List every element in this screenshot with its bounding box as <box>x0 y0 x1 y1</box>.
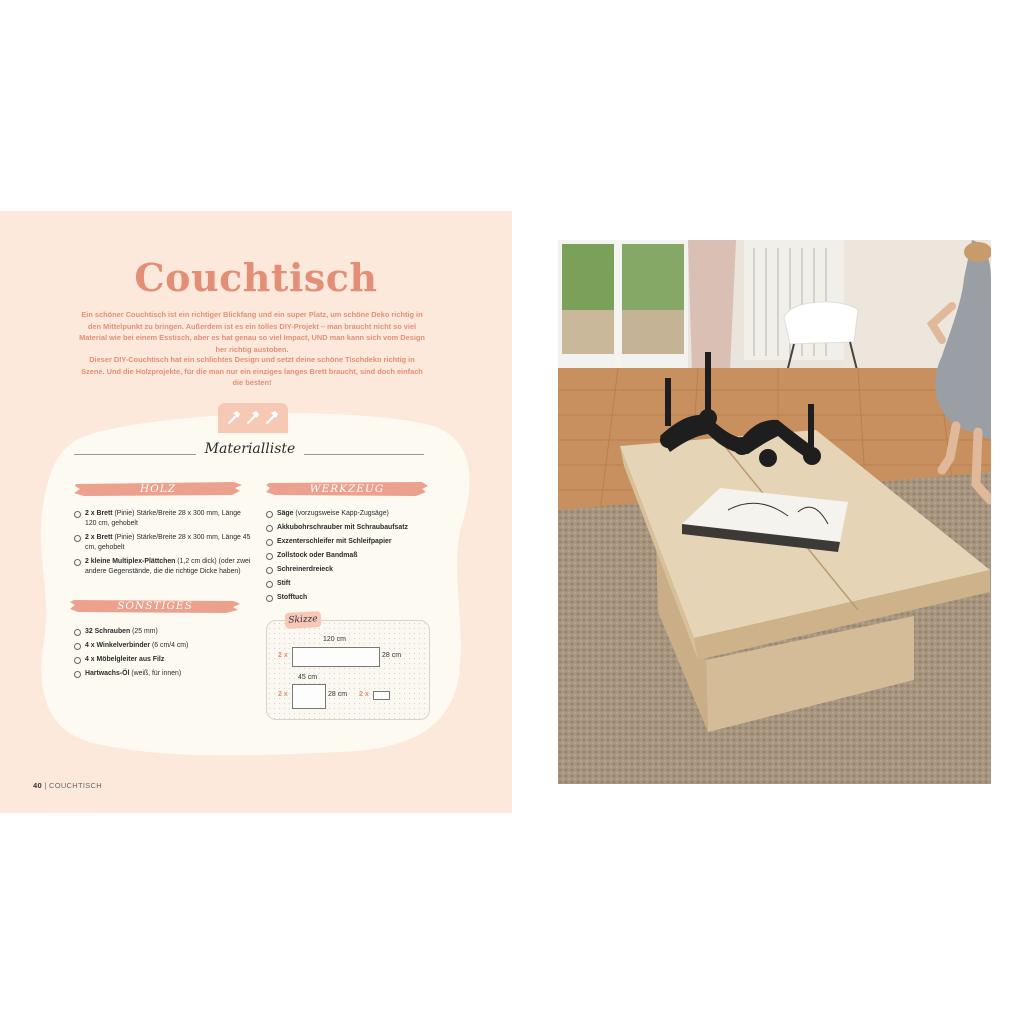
sketch-label: Skizze <box>285 611 322 629</box>
list-item: Schreinerdreieck <box>266 565 446 575</box>
page-folio <box>33 781 102 790</box>
list-item: Exzenterschleifer mit Schleifpapier <box>266 537 446 547</box>
sketch-count-1: 2 x <box>278 652 288 659</box>
list-item: 32 Schrauben (25 mm) <box>74 627 252 637</box>
werkzeug-banner <box>266 481 428 497</box>
page-title: Couchtisch <box>134 255 378 300</box>
intro-paragraph-2: Dieser DIY-Couchtisch hat ein schlichtes Design und setzt deine schöne Tischdeko richtig in Szene. Und die Holzprojekte, für die man nur ein einziges langes Brett braucht, sind doch einfach die besten! <box>81 355 423 387</box>
list-item: Hartwachs-Öl (weiß, für innen) <box>74 669 252 679</box>
list-item: Akkubohrschrauber mit Schraubaufsatz <box>266 523 446 533</box>
hammer-icon <box>264 409 280 425</box>
list-item: Stofftuch <box>266 593 446 603</box>
sketch-width-1: 28 cm <box>382 652 402 659</box>
coffee-table-photo <box>558 240 991 784</box>
sketch-plate <box>373 691 390 700</box>
page-number: 40 <box>33 781 42 790</box>
divider-right <box>304 454 424 455</box>
sketch-count-3: 2 x <box>359 691 369 698</box>
sketch-board-short <box>292 684 326 709</box>
intro-paragraph-1: Ein schöner Couchtisch ist ein richtiger Blickfang und ein super Platz, um schöne Deko richtig in den Mittelpunkt zu bringen. Außerdem ist es ein tolles DIY-Projekt – man braucht nicht so viel Material wie bei einem Esstisch, aber es hat genau so viel Impact, UND man kann sich vom Design her richtig austoben. <box>79 310 425 354</box>
sketch-panel <box>266 620 430 720</box>
list-item: Zollstock oder Bandmaß <box>266 551 446 561</box>
holz-list <box>74 509 252 581</box>
list-item: 4 x Winkelverbinder (6 cm/4 cm) <box>74 641 252 651</box>
list-item: Säge (vorzugsweise Kapp-Zugsäge) <box>266 509 446 519</box>
sketch-count-2: 2 x <box>278 691 288 698</box>
list-item: 4 x Möbelgleiter aus Filz <box>74 655 252 665</box>
folio-separator: | <box>44 781 47 790</box>
list-item: 2 x Brett (Pinie) Stärke/Breite 28 x 300 mm, Länge 120 cm, gehobelt <box>74 509 252 529</box>
material-list-title: Materialliste <box>204 441 296 457</box>
sonstiges-list <box>74 627 252 683</box>
sonstiges-label: SONSTIGES <box>117 600 193 612</box>
werkzeug-label: WERKZEUG <box>309 483 385 495</box>
divider-left <box>74 454 196 455</box>
list-item: Stift <box>266 579 446 589</box>
holz-label: HOLZ <box>139 483 177 495</box>
sonstiges-banner <box>70 598 240 614</box>
holz-banner <box>74 481 242 497</box>
tools-tab <box>218 403 288 433</box>
list-item: 2 kleine Multiplex-Plättchen (1,2 cm dick) (oder zwei andere Gegenstände, die die richtige Dicke haben) <box>74 557 252 577</box>
hammer-icon <box>245 409 261 425</box>
werkzeug-list <box>266 509 446 607</box>
sketch-width-2: 28 cm <box>328 691 348 698</box>
folio-section: COUCHTISCH <box>48 781 102 790</box>
hammer-icon <box>226 409 242 425</box>
sketch-length-2: 45 cm <box>298 674 318 681</box>
sketch-length-1: 120 cm <box>323 636 346 643</box>
list-item: 2 x Brett (Pinie) Stärke/Breite 28 x 300 mm, Länge 45 cm, gehobelt <box>74 533 252 553</box>
sketch-board-long <box>292 647 380 667</box>
